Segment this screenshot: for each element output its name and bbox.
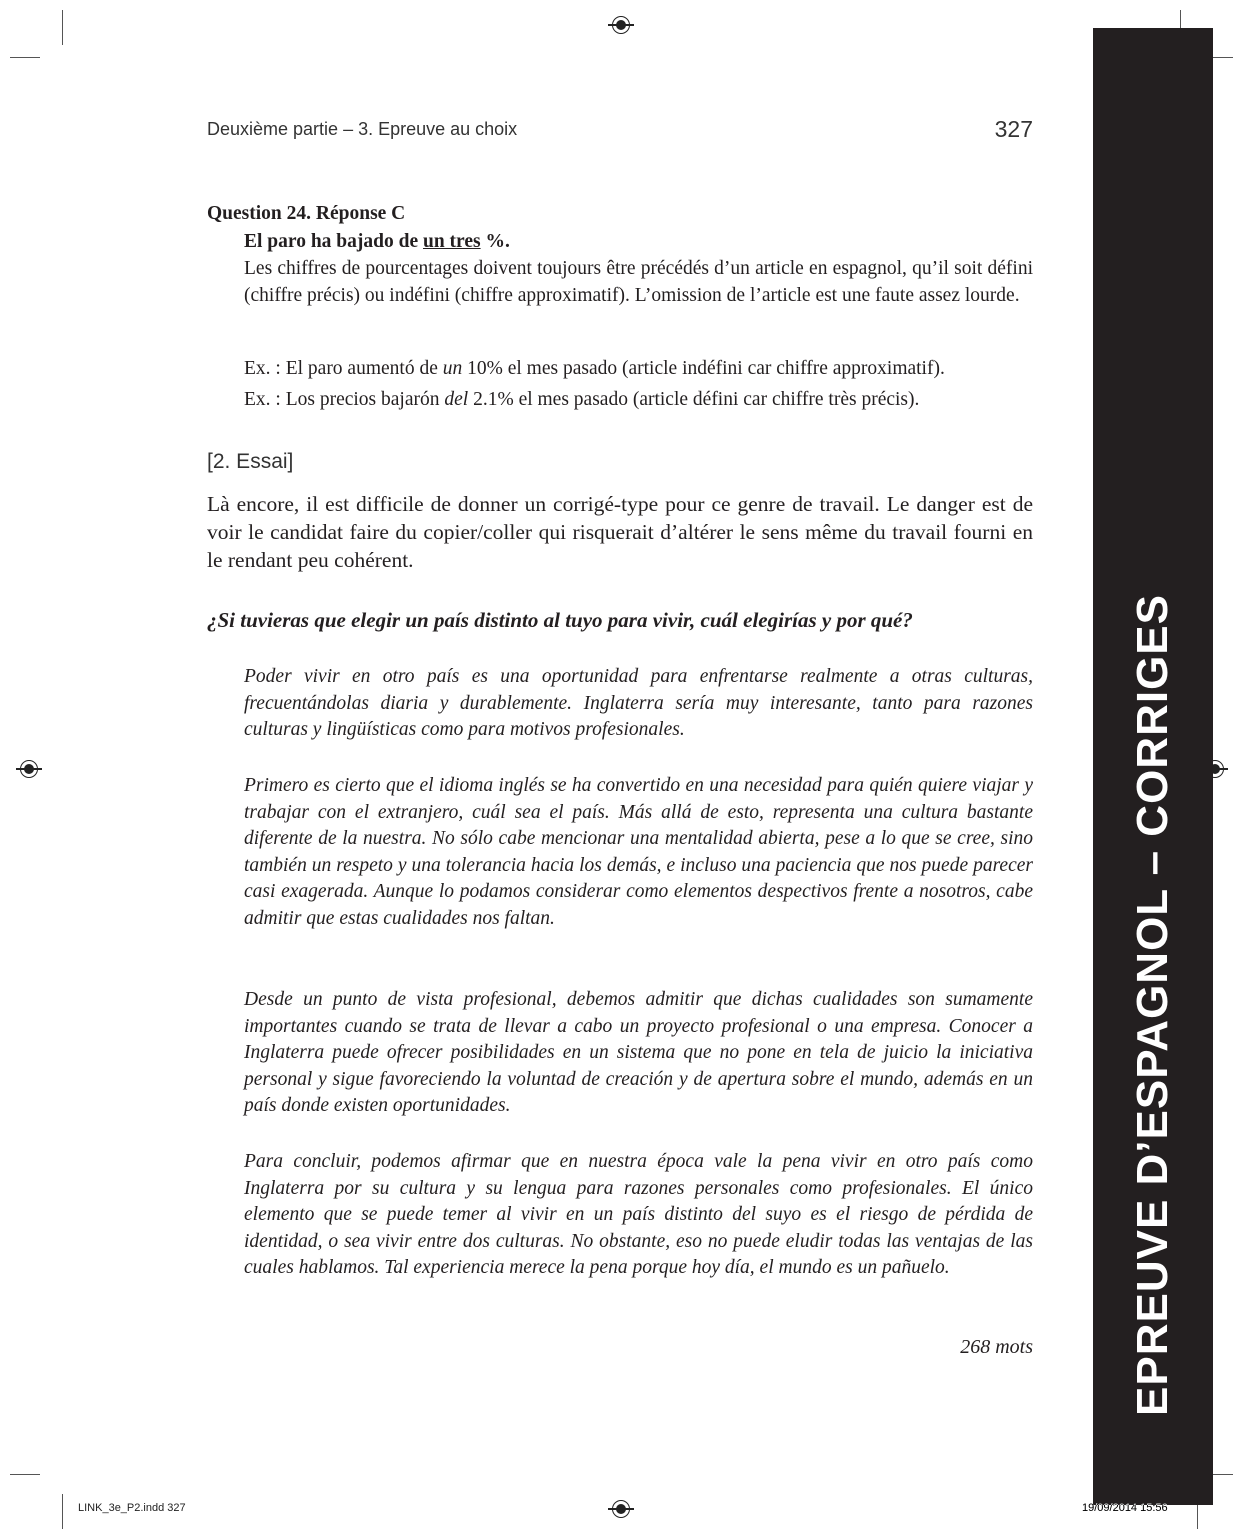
section-heading: [2. Essai] (207, 450, 294, 473)
word-count: 268 mots (960, 1336, 1033, 1358)
essay-paragraph: Desde un punto de vista profesional, debemos admitir que dichas cualidades son sumamente importantes cuando se trata de llevar a cabo un proyecto profesional o una empresa. Conocer a Inglaterra puede ofrecer posibilidades en un sistema que no pone en tela de juicio la iniciativa personal y sigue favoreciendo la voluntad de creación y de apertura sobre el mundo, además en un país donde existen oportunidades. (244, 989, 1033, 1116)
crop-mark (10, 1474, 40, 1475)
crop-mark (10, 57, 40, 58)
slug-file: LINK_3e_P2.indd 327 (78, 1502, 186, 1514)
registration-mark-icon (612, 16, 630, 34)
ex2-b: 2.1% el mes pasado (article défini car chiffre très précis). (468, 389, 920, 410)
essai-intro: Là encore, il est difficile de donner un corrigé-type pour ce genre de travail. Le danger est de voir le candidat faire du copier/coller qui risquerait d’altérer le sens même du travail fourni en le rendant peu cohérent. (207, 492, 1033, 572)
ex1-a: Ex. : El paro aumentó de (244, 358, 443, 379)
essay-paragraph: Primero es cierto que el idioma inglés se ha convertido en una necesidad para quién quiere viajar y trabajar con el extranjero, cuál sea el país. Más allá de esto, representa una cultura bastante diferente de la nuestra. No sólo cabe mencionar una mentalidad abierta, pese a lo que se cree, sino también un respeto y una tolerancia hacia los demás, e incluso una paciencia que nos puede parecer casi exagerada. Aunque lo podamos considerar como elementos despectivos frente a nosotros, cabe admitir que estas cualidades nos faltan. (244, 775, 1033, 929)
crop-mark (1213, 57, 1233, 58)
crop-mark (62, 10, 63, 45)
slug-date: 19/09/2014 15:56 (1082, 1502, 1168, 1514)
essai-prompt: ¿Si tuvieras que elegir un país distinto al tuyo para vivir, cuál elegirías y por qué? (207, 608, 913, 632)
example-1 (244, 356, 1033, 383)
sentence-underlined: un tres (422, 231, 481, 252)
page-number: 327 (994, 116, 1033, 142)
crop-mark (1213, 1474, 1233, 1475)
ex1-it: un (442, 358, 463, 379)
essay-paragraph: Poder vivir en otro país es una oportunidad para enfrentarse realmente a otras culturas, frecuentándolas diaria y durablemente. Inglaterra sería muy interesante, tanto para razones culturas y lingüísticas como para motivos profesionales. (244, 666, 1033, 740)
sentence-after: %. (480, 231, 510, 252)
example-2 (244, 387, 1033, 414)
registration-mark-icon (20, 760, 38, 778)
ex1-b: 10% el mes pasado (article indéfini car chiffre approximatif). (462, 358, 945, 379)
crop-mark (62, 1494, 63, 1529)
sentence-before: El paro ha bajado de (244, 231, 423, 252)
registration-mark-icon (612, 1500, 630, 1518)
ex2-it: del (444, 389, 469, 410)
running-title: Deuxième partie – 3. Epreuve au choix (207, 119, 518, 139)
explanation: Les chiffres de pourcentages doivent toujours être précédés d’un article en espagnol, qu’il soit défini (chiffre précis) ou indéfini (chiffre approximatif). L’omission de l’article est une faute assez lourde. (244, 258, 1033, 306)
question-title: Question 24. Réponse C (207, 203, 406, 224)
essay-paragraph: Para concluir, podemos afirmar que en nuestra época vale la pena vivir en otro país como Inglaterra por su cultura y su lengua para razones personales como profesionales. El único elemento que se puede temer al vivir en un país distinto del suyo es el riesgo de pérdida de identidad, o sea vivir entre dos culturas. No obstante, eso no puede eludir todas las ventajas de las cuales hablamos. Tal experiencia merece la pena porque hoy día, el mundo es un pañuelo. (244, 1151, 1033, 1278)
ex2-a: Ex. : Los precios bajarón (244, 389, 445, 410)
side-band-label: EPREUVE D’ESPAGNOL – CORRIGES (1128, 594, 1177, 1416)
question-sentence (244, 229, 1033, 256)
